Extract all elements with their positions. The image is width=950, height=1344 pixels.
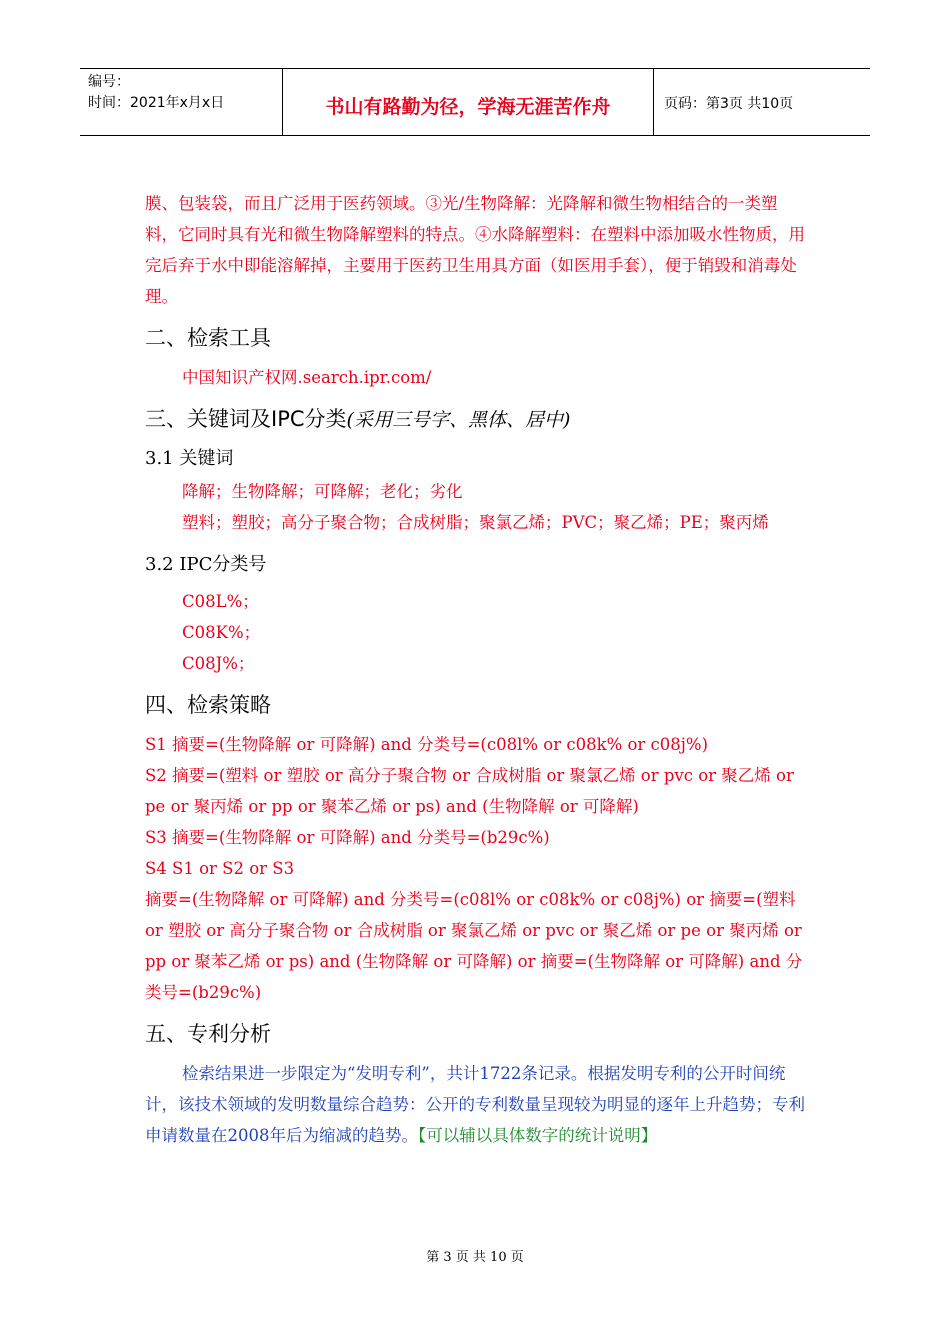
document-date: 时间：2021年x月x日 bbox=[88, 95, 225, 111]
analysis-text: 检索结果进一步限定为“发明专利”，共计1722条记录。根据发明专利的公开时间统计，该技术领域的发明数量综合趋势：公开的专利数量呈现较为明显的逐年上升趋势；专利申请数量在2008年后为缩减的趋势。 bbox=[145, 1064, 805, 1145]
section-heading-strategy: 四、检索策略 bbox=[145, 693, 271, 717]
strategy-combined: 摘要=(生物降解 or 可降解) and 分类号=(c08l% or c08k% or c08j%) or 摘要=(塑料 or 塑胶 or 高分子聚合物 or 合成树脂 or 聚氯乙烯 or pvc or 聚乙烯 or pe or 聚丙烯 or pp or 聚苯乙烯 or ps) and (生物降解 or 可降解) or 摘要=(生物降解 or 可降解) and 分类号=(b29c%) bbox=[145, 890, 803, 1002]
strategy-item: S4 S1 or S2 or S3 bbox=[145, 859, 295, 878]
strategy-item: S2 摘要=(塑料 or 塑胶 or 高分子聚合物 or 合成树脂 or 聚氯乙烯 or pvc or 聚乙烯 or pe or 聚丙烯 or pp or 聚苯乙烯 or ps) and (生物降解 or 可降解) bbox=[145, 766, 794, 816]
intro-paragraph: 膜、包装袋，而且广泛用于医药领域。③光/生物降解：光降解和微生物相结合的一类塑料，它同时具有光和微生物降解塑料的特点。④水降解塑料：在塑料中添加吸水性物质，用完后弃于水中即能溶解掉，主要用于医药卫生用具方面（如医用手套），便于销毁和消毒处理。 bbox=[145, 194, 805, 306]
strategy-item: S3 摘要=(生物降解 or 可降解) and 分类号=(b29c%) bbox=[145, 828, 550, 847]
section-heading-keywords-title: 三、关键词及IPC分类 bbox=[145, 407, 347, 431]
header-motto-cell bbox=[282, 69, 654, 135]
section-heading-keywords-note: (采用三号字、黑体、居中) bbox=[346, 409, 571, 431]
ipc-list bbox=[145, 586, 810, 679]
keywords-line-2: 塑料；塑胶；高分子聚合物；合成树脂；聚氯乙烯；PVC；聚乙烯；PE；聚丙烯 bbox=[182, 513, 769, 532]
ipc-item: C08J%； bbox=[182, 654, 255, 673]
analysis-note: 【可以辅以具体数字的统计说明】 bbox=[418, 1126, 658, 1145]
document-header bbox=[80, 68, 870, 136]
document-body bbox=[145, 188, 810, 1151]
keywords-line-1: 降解；生物降解；可降解；老化；劣化 bbox=[182, 482, 463, 501]
section-heading-analysis: 五、专利分析 bbox=[145, 1022, 271, 1046]
header-motto: 书山有路勤为径，学海无涯苦作舟 bbox=[325, 95, 611, 118]
section-heading-tools: 二、检索工具 bbox=[145, 326, 271, 350]
ipc-item: C08K%； bbox=[182, 623, 261, 642]
strategy-list bbox=[145, 729, 810, 1008]
ipc-item: C08L%； bbox=[182, 592, 259, 611]
document-number-label: 编号： bbox=[88, 74, 130, 90]
header-page-info: 页码：第3页 共10页 bbox=[664, 96, 794, 112]
subsection-ipc: 3.2 IPC分类号 bbox=[145, 554, 267, 575]
search-tool-text: 中国知识产权网.search.ipr.com/ bbox=[182, 368, 432, 387]
header-meta bbox=[80, 69, 282, 135]
analysis-paragraph bbox=[145, 1058, 810, 1151]
page-footer: 第 3 页 共 10 页 bbox=[426, 1250, 524, 1265]
strategy-item: S1 摘要=(生物降解 or 可降解) and 分类号=(c08l% or c08k% or c08j%) bbox=[145, 735, 709, 754]
section-heading-keywords bbox=[145, 403, 810, 436]
subsection-keywords: 3.1 关键词 bbox=[145, 448, 234, 469]
